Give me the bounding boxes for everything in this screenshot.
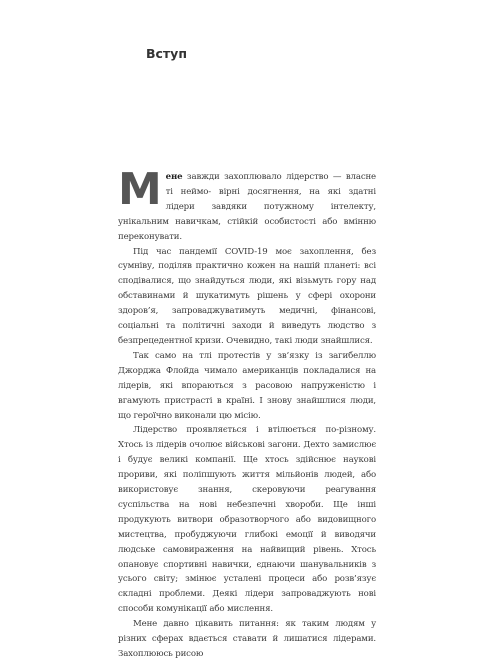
body-paragraph: Мене давно цікавить питання: як таким людям у різних сферах вдається ставати й лишатися лідерами. Захоплююсь рисою — [118, 619, 376, 659]
drop-cap: М — [118, 164, 162, 215]
intro-paragraph — [118, 164, 376, 245]
intro-line: завжди захоплювало лідерство — власне ті неймо- — [165, 172, 376, 197]
body-text — [118, 164, 376, 662]
body-paragraph: Під час пандемії COVID-19 моє захоплення, без сумніву, поділяв практично кожен на нашій планеті: всі сподівалися, що знайдуться люди, які візьмуть гору над обставинами й шукатимуть рішень у сфері охорони здоров’я, запроваджуватимуть медичні, фінансові, соціальні та політичні заходи й виведуть людство з безпрецедентної кризи. Очевидно, такі люди знайшлися. — [118, 246, 376, 346]
intro-line: вірні досягнення, на які здатні лідери завдяки потужному — [165, 186, 376, 212]
intro-line: інтелекту, унікальним навичкам, стійкій особистості — [118, 201, 376, 227]
lead-word: ене — [165, 172, 183, 182]
body-paragraph: Так само на тлі протестів у зв’язку із загибеллю Джорджа Флойда чимало американців покладалися на лідерів, які впораються з расовою напруженістю і вгамують пристрасті в країні. І знову знайшлися люди, що героїчно виконали цю місію. — [118, 350, 376, 421]
chapter-heading: Вступ — [146, 46, 187, 61]
body-paragraph: Лідерство проявляється і втілюється по-різному. Хтось із лідерів очолює військові загони. Дехто замислює і будує великі компанії. Ще хтось здійснює наукові прориви, які поліпшують життя мільйонів людей, або використовує знання, скеровуючи реагування суспільства на нові небезпечні хвороби. Ще інші продукують витвори образотворчого або видовищного мистецтва, пробуджуючи глибокі емоції й виводячи людське самовираження на найвищий рівень. Хтось опановує спортивні навички, єднаючи шанувальників з усього світу; змінює усталені процеси або розв’язує складні проблеми. Деякі лідери запроваджують нові способи комунікації або мислення. — [118, 425, 376, 615]
intro-line: або вмінню переконувати. — [118, 216, 376, 242]
